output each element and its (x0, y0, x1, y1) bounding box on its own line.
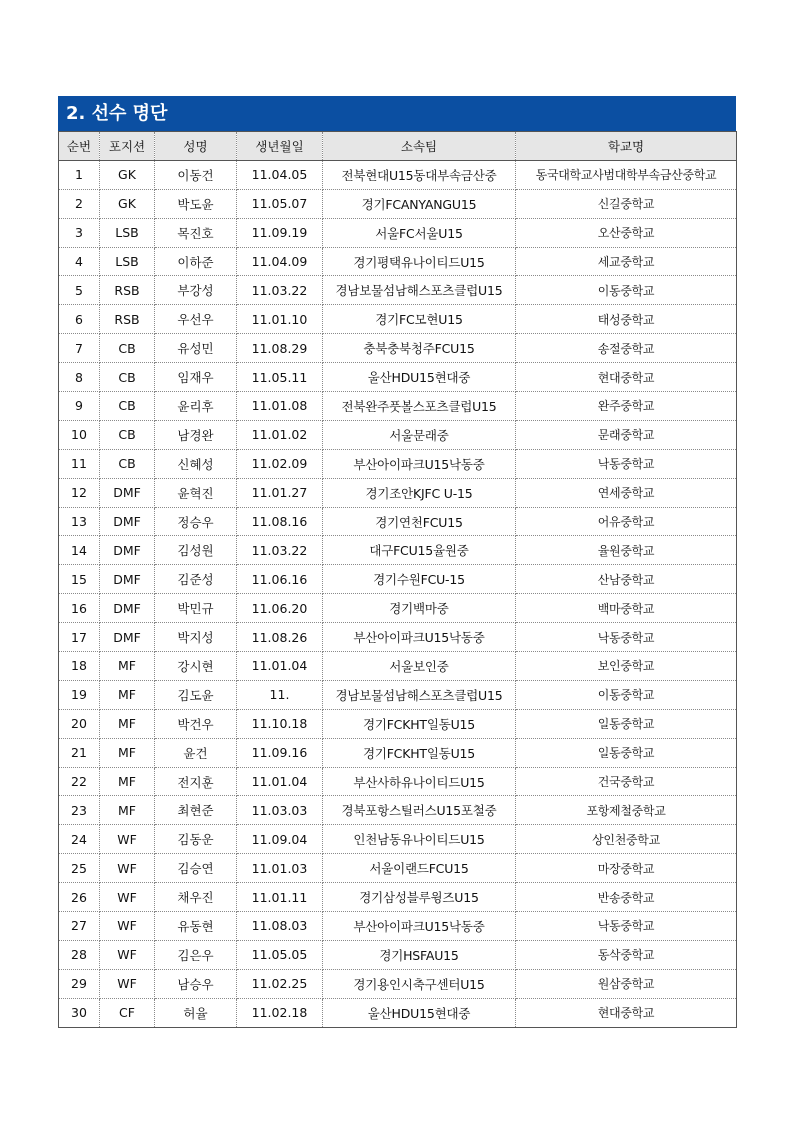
col-header-team: 소속팀 (323, 132, 516, 161)
team-cell: 울산HDU15현대중 (323, 363, 516, 392)
number-cell: 25 (59, 854, 100, 883)
table-row (59, 392, 737, 421)
number-cell: 17 (59, 623, 100, 652)
name-cell: 전지훈 (155, 767, 237, 796)
table-row (59, 218, 737, 247)
table-row (59, 507, 737, 536)
number-cell: 23 (59, 796, 100, 825)
team-cell: 경기수원FCU-15 (323, 565, 516, 594)
birthdate-cell: 11.01.08 (237, 392, 323, 421)
name-cell: 유성민 (155, 334, 237, 363)
team-cell: 충북충북청주FCU15 (323, 334, 516, 363)
school-cell: 동삭중학교 (516, 940, 737, 969)
school-cell: 태성중학교 (516, 305, 737, 334)
name-cell: 강시현 (155, 652, 237, 681)
number-cell: 21 (59, 738, 100, 767)
birthdate-cell: 11.03.03 (237, 796, 323, 825)
number-cell: 2 (59, 189, 100, 218)
position-cell: MF (100, 709, 155, 738)
birthdate-cell: 11.03.22 (237, 276, 323, 305)
birthdate-cell: 11.01.27 (237, 478, 323, 507)
position-cell: MF (100, 652, 155, 681)
team-cell: 경기용인시축구센터U15 (323, 969, 516, 998)
school-cell: 신길중학교 (516, 189, 737, 218)
table-row (59, 709, 737, 738)
name-cell: 김동운 (155, 825, 237, 854)
number-cell: 13 (59, 507, 100, 536)
school-cell: 오산중학교 (516, 218, 737, 247)
position-cell: WF (100, 825, 155, 854)
team-cell: 서울이랜드FCU15 (323, 854, 516, 883)
col-header-position: 포지션 (100, 132, 155, 161)
name-cell: 김도윤 (155, 680, 237, 709)
name-cell: 최현준 (155, 796, 237, 825)
team-cell: 인천남동유나이티드U15 (323, 825, 516, 854)
table-row (59, 449, 737, 478)
position-cell: LSB (100, 218, 155, 247)
birthdate-cell: 11.05.07 (237, 189, 323, 218)
birthdate-cell: 11.02.18 (237, 998, 323, 1027)
number-cell: 22 (59, 767, 100, 796)
school-cell: 포항제철중학교 (516, 796, 737, 825)
number-cell: 30 (59, 998, 100, 1027)
number-cell: 10 (59, 420, 100, 449)
team-cell: 부산아이파크U15낙동중 (323, 912, 516, 941)
name-cell: 김은우 (155, 940, 237, 969)
number-cell: 7 (59, 334, 100, 363)
table-row (59, 652, 737, 681)
position-cell: MF (100, 680, 155, 709)
team-cell: 전북완주풋볼스포츠클럽U15 (323, 392, 516, 421)
team-cell: 경기FC모현U15 (323, 305, 516, 334)
table-row (59, 160, 737, 189)
birthdate-cell: 11.01.04 (237, 767, 323, 796)
col-header-birthdate: 생년월일 (237, 132, 323, 161)
school-cell: 낙동중학교 (516, 449, 737, 478)
table-row (59, 767, 737, 796)
name-cell: 우선우 (155, 305, 237, 334)
school-cell: 송절중학교 (516, 334, 737, 363)
table-row (59, 420, 737, 449)
position-cell: CB (100, 449, 155, 478)
school-cell: 세교중학교 (516, 247, 737, 276)
number-cell: 9 (59, 392, 100, 421)
birthdate-cell: 11.06.16 (237, 565, 323, 594)
table-row (59, 825, 737, 854)
school-cell: 산남중학교 (516, 565, 737, 594)
number-cell: 14 (59, 536, 100, 565)
birthdate-cell: 11.05.05 (237, 940, 323, 969)
school-cell: 낙동중학교 (516, 912, 737, 941)
table-row (59, 334, 737, 363)
team-cell: 서울FC서울U15 (323, 218, 516, 247)
birthdate-cell: 11.01.11 (237, 883, 323, 912)
position-cell: WF (100, 969, 155, 998)
birthdate-cell: 11.08.26 (237, 623, 323, 652)
birthdate-cell: 11.04.09 (237, 247, 323, 276)
team-cell: 경남보물섬남해스포츠클럽U15 (323, 276, 516, 305)
team-cell: 경북포항스틸러스U15포철중 (323, 796, 516, 825)
school-cell: 원삼중학교 (516, 969, 737, 998)
position-cell: CB (100, 420, 155, 449)
table-row (59, 536, 737, 565)
name-cell: 신혜성 (155, 449, 237, 478)
position-cell: WF (100, 940, 155, 969)
team-cell: 경기연천FCU15 (323, 507, 516, 536)
birthdate-cell: 11.04.05 (237, 160, 323, 189)
school-cell: 이동중학교 (516, 276, 737, 305)
name-cell: 박민규 (155, 594, 237, 623)
birthdate-cell: 11.09.04 (237, 825, 323, 854)
position-cell: LSB (100, 247, 155, 276)
number-cell: 26 (59, 883, 100, 912)
school-cell: 현대중학교 (516, 363, 737, 392)
team-cell: 서울문래중 (323, 420, 516, 449)
position-cell: MF (100, 767, 155, 796)
school-cell: 건국중학교 (516, 767, 737, 796)
table-row (59, 623, 737, 652)
school-cell: 일동중학교 (516, 709, 737, 738)
number-cell: 24 (59, 825, 100, 854)
name-cell: 정승우 (155, 507, 237, 536)
position-cell: CB (100, 392, 155, 421)
name-cell: 윤혁진 (155, 478, 237, 507)
table-row (59, 940, 737, 969)
roster-section (58, 96, 736, 1028)
team-cell: 경기FCANYANGU15 (323, 189, 516, 218)
name-cell: 윤건 (155, 738, 237, 767)
team-cell: 부산아이파크U15낙동중 (323, 449, 516, 478)
position-cell: WF (100, 854, 155, 883)
position-cell: CB (100, 363, 155, 392)
header-row (59, 132, 737, 161)
position-cell: MF (100, 796, 155, 825)
name-cell: 채우진 (155, 883, 237, 912)
school-cell: 문래중학교 (516, 420, 737, 449)
birthdate-cell: 11.01.04 (237, 652, 323, 681)
position-cell: DMF (100, 478, 155, 507)
school-cell: 반송중학교 (516, 883, 737, 912)
position-cell: DMF (100, 536, 155, 565)
school-cell: 낙동중학교 (516, 623, 737, 652)
number-cell: 6 (59, 305, 100, 334)
school-cell: 율원중학교 (516, 536, 737, 565)
birthdate-cell: 11. (237, 680, 323, 709)
table-row (59, 680, 737, 709)
number-cell: 8 (59, 363, 100, 392)
roster-table (58, 131, 737, 1028)
birthdate-cell: 11.01.03 (237, 854, 323, 883)
number-cell: 4 (59, 247, 100, 276)
col-header-name: 성명 (155, 132, 237, 161)
position-cell: GK (100, 160, 155, 189)
number-cell: 28 (59, 940, 100, 969)
name-cell: 남승우 (155, 969, 237, 998)
position-cell: DMF (100, 623, 155, 652)
table-row (59, 565, 737, 594)
table-body (59, 160, 737, 1027)
team-cell: 부산사하유나이티드U15 (323, 767, 516, 796)
number-cell: 16 (59, 594, 100, 623)
birthdate-cell: 11.08.03 (237, 912, 323, 941)
col-header-number: 순번 (59, 132, 100, 161)
birthdate-cell: 11.01.02 (237, 420, 323, 449)
table-row (59, 796, 737, 825)
name-cell: 남경완 (155, 420, 237, 449)
name-cell: 박도윤 (155, 189, 237, 218)
birthdate-cell: 11.10.18 (237, 709, 323, 738)
table-header (59, 132, 737, 161)
name-cell: 김준성 (155, 565, 237, 594)
position-cell: RSB (100, 276, 155, 305)
position-cell: RSB (100, 305, 155, 334)
number-cell: 15 (59, 565, 100, 594)
team-cell: 경기조안KJFC U-15 (323, 478, 516, 507)
birthdate-cell: 11.08.16 (237, 507, 323, 536)
school-cell: 이동중학교 (516, 680, 737, 709)
team-cell: 부산아이파크U15낙동중 (323, 623, 516, 652)
team-cell: 경기HSFAU15 (323, 940, 516, 969)
birthdate-cell: 11.09.16 (237, 738, 323, 767)
school-cell: 어유중학교 (516, 507, 737, 536)
section-title: 2. 선수 명단 (58, 96, 736, 131)
name-cell: 임재우 (155, 363, 237, 392)
school-cell: 완주중학교 (516, 392, 737, 421)
table-row (59, 738, 737, 767)
table-row (59, 363, 737, 392)
position-cell: WF (100, 883, 155, 912)
table-row (59, 883, 737, 912)
position-cell: MF (100, 738, 155, 767)
number-cell: 3 (59, 218, 100, 247)
number-cell: 20 (59, 709, 100, 738)
position-cell: CF (100, 998, 155, 1027)
birthdate-cell: 11.05.11 (237, 363, 323, 392)
table-row (59, 594, 737, 623)
school-cell: 마장중학교 (516, 854, 737, 883)
col-header-school: 학교명 (516, 132, 737, 161)
birthdate-cell: 11.09.19 (237, 218, 323, 247)
number-cell: 11 (59, 449, 100, 478)
position-cell: DMF (100, 507, 155, 536)
name-cell: 목진호 (155, 218, 237, 247)
number-cell: 27 (59, 912, 100, 941)
name-cell: 박건우 (155, 709, 237, 738)
team-cell: 울산HDU15현대중 (323, 998, 516, 1027)
table-row (59, 854, 737, 883)
name-cell: 김승연 (155, 854, 237, 883)
position-cell: GK (100, 189, 155, 218)
name-cell: 김성원 (155, 536, 237, 565)
name-cell: 박지성 (155, 623, 237, 652)
team-cell: 경기삼성블루윙즈U15 (323, 883, 516, 912)
number-cell: 12 (59, 478, 100, 507)
table-row (59, 189, 737, 218)
number-cell: 18 (59, 652, 100, 681)
table-row (59, 912, 737, 941)
school-cell: 보인중학교 (516, 652, 737, 681)
school-cell: 상인천중학교 (516, 825, 737, 854)
birthdate-cell: 11.02.09 (237, 449, 323, 478)
table-row (59, 247, 737, 276)
birthdate-cell: 11.06.20 (237, 594, 323, 623)
name-cell: 윤리후 (155, 392, 237, 421)
team-cell: 서울보인중 (323, 652, 516, 681)
birthdate-cell: 11.03.22 (237, 536, 323, 565)
table-row (59, 305, 737, 334)
name-cell: 유동현 (155, 912, 237, 941)
table-row (59, 478, 737, 507)
team-cell: 경기FCKHT일동U15 (323, 709, 516, 738)
number-cell: 1 (59, 160, 100, 189)
table-row (59, 998, 737, 1027)
table-row (59, 969, 737, 998)
team-cell: 경기평택유나이티드U15 (323, 247, 516, 276)
team-cell: 경기백마중 (323, 594, 516, 623)
birthdate-cell: 11.01.10 (237, 305, 323, 334)
position-cell: DMF (100, 594, 155, 623)
position-cell: WF (100, 912, 155, 941)
number-cell: 5 (59, 276, 100, 305)
number-cell: 29 (59, 969, 100, 998)
name-cell: 허율 (155, 998, 237, 1027)
birthdate-cell: 11.08.29 (237, 334, 323, 363)
school-cell: 동국대학교사범대학부속금산중학교 (516, 160, 737, 189)
school-cell: 현대중학교 (516, 998, 737, 1027)
team-cell: 경기FCKHT일동U15 (323, 738, 516, 767)
name-cell: 부강성 (155, 276, 237, 305)
table-row (59, 276, 737, 305)
school-cell: 일동중학교 (516, 738, 737, 767)
name-cell: 이하준 (155, 247, 237, 276)
team-cell: 경남보물섬남해스포츠클럽U15 (323, 680, 516, 709)
school-cell: 백마중학교 (516, 594, 737, 623)
number-cell: 19 (59, 680, 100, 709)
position-cell: DMF (100, 565, 155, 594)
team-cell: 전북현대U15동대부속금산중 (323, 160, 516, 189)
team-cell: 대구FCU15율원중 (323, 536, 516, 565)
birthdate-cell: 11.02.25 (237, 969, 323, 998)
position-cell: CB (100, 334, 155, 363)
school-cell: 연세중학교 (516, 478, 737, 507)
name-cell: 이동건 (155, 160, 237, 189)
